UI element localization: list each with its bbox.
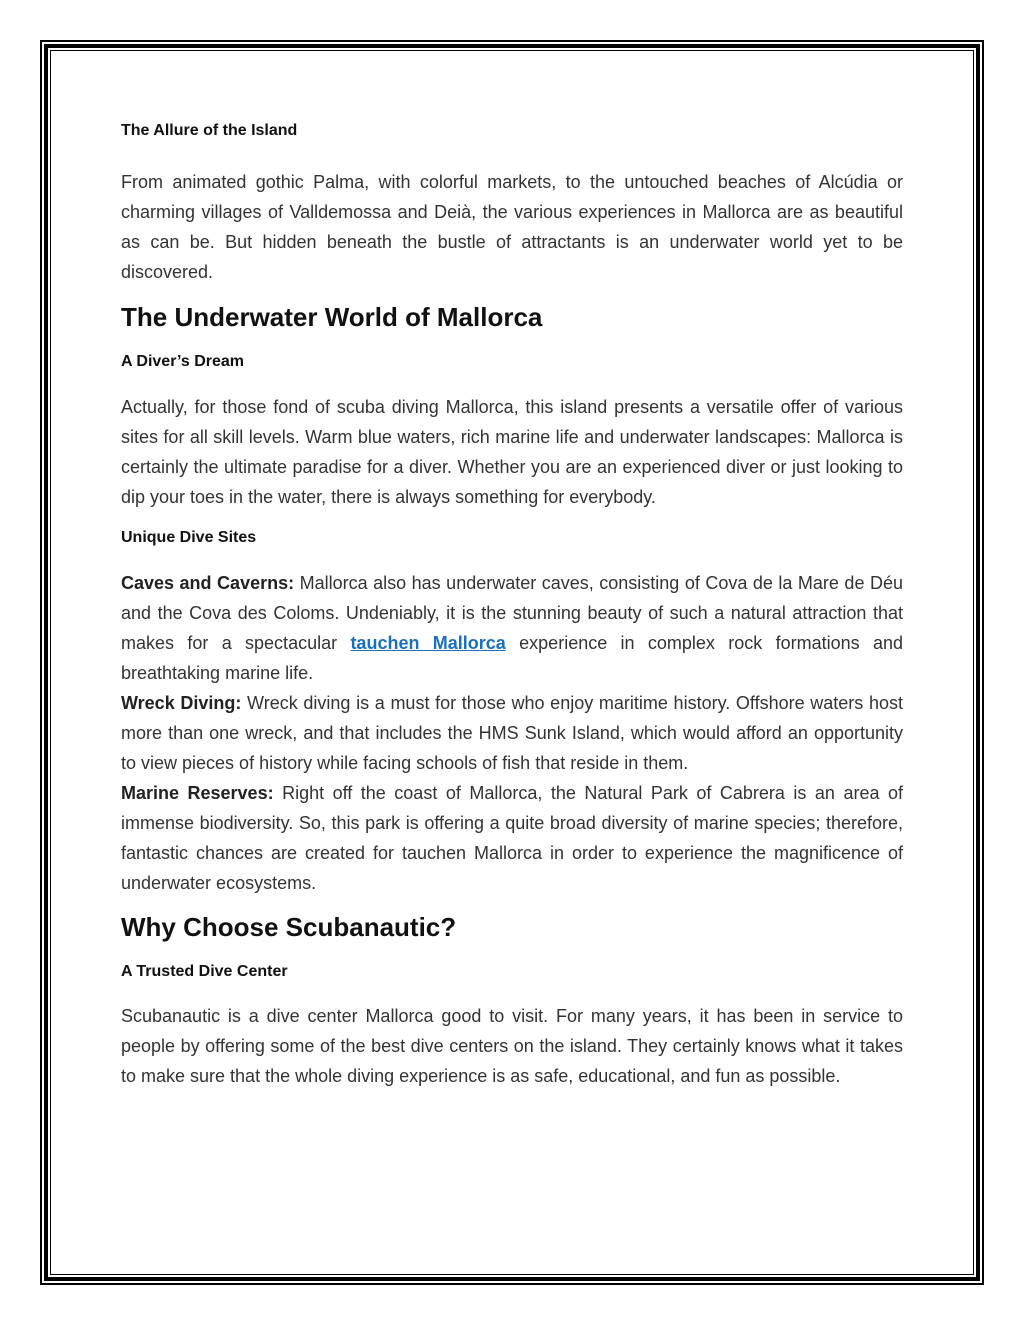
wreck-paragraph [121,688,903,778]
why-choose-title: Why Choose Scubanautic? [121,912,457,942]
unique-dive-sites-heading: Unique Dive Sites [121,529,257,546]
underwater-world-title: The Underwater World of Mallorca [121,302,543,332]
document-body [121,114,903,1091]
allure-paragraph: From animated gothic Palma, with colorful markets, to the untouched beaches of Alcúdia or charming villages of Valldemossa and Deià, the various experiences in Mallorca are as beautiful as can be. But hidden beneath the bustle of attractants is an underwater world yet to be discovered. [121,172,903,282]
trusted-dive-center-paragraph: Scubanautic is a dive center Mallorca good to visit. For many years, it has been in service to people by offering some of the best dive centers on the island. They certainly knows what it takes to make sure that the whole diving experience is as safe, educational, and fun as possible. [121,1006,903,1086]
allure-heading: The Allure of the Island [121,122,298,139]
trusted-dive-center-heading: A Trusted Dive Center [121,963,288,980]
wreck-text: Wreck diving is a must for those who enjoy maritime history. Offshore waters host more than one wreck, and that includes the HMS Sunk Island, which would afford an opportunity to view pieces of history while facing schools of fish that reside in them. [121,693,903,773]
tauchen-mallorca-link[interactable]: tauchen Mallorca [350,633,506,653]
divers-dream-heading: A Diver’s Dream [121,353,245,370]
marine-paragraph [121,778,903,898]
marine-text: Right off the coast of Mallorca, the Natural Park of Cabrera is an area of immense biodiversity. So, this park is offering a quite broad diversity of marine species; therefore, fantastic chances are created for tauchen Mallorca in order to experience the magnificence of underwater ecosystems. [121,783,903,893]
marine-label: Marine Reserves: [121,783,274,803]
divers-dream-paragraph: Actually, for those fond of scuba diving Mallorca, this island presents a versatile offer of various sites for all skill levels. Warm blue waters, rich marine life and underwater landscapes: Mallorca is certainly the ultimate paradise for a diver. Whether you are an experienced diver or just looking to dip your toes in the water, there is always something for everybody. [121,397,903,507]
wreck-label: Wreck Diving: [121,693,242,713]
caves-text-after: experience in complex rock formations and breathtaking marine life. [121,633,904,683]
caves-label: Caves and Caverns: [121,573,295,593]
caves-paragraph [121,568,903,688]
caves-text-before: Mallorca also has underwater caves, consisting of Cova de la Mare de Déu and the Cova des Coloms. Undeniably, it is the stunning beauty of such a natural attraction that makes for a spectacular [121,573,903,653]
